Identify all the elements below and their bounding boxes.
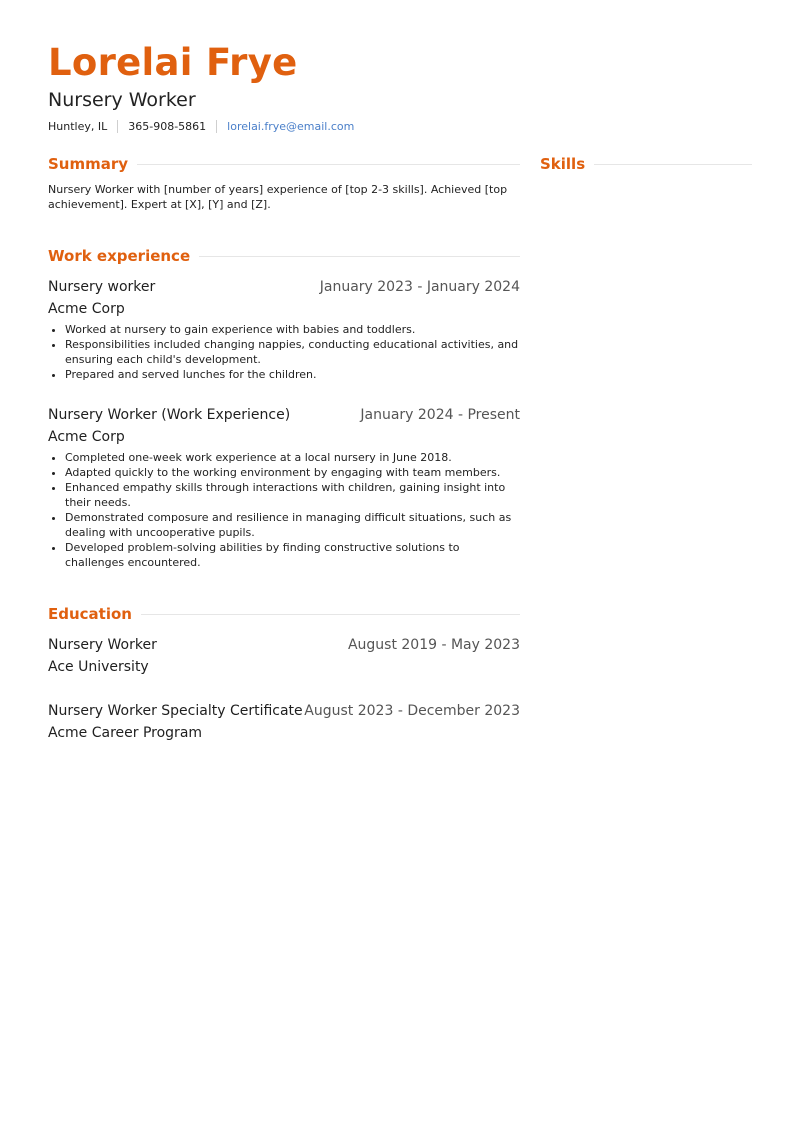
job-title: Nursery Worker (Work Experience) — [48, 407, 291, 423]
side-column — [540, 150, 752, 178]
section-divider — [137, 164, 520, 165]
job-bullet: • Enhanced empathy skills through interactions with children, gaining insight into their needs. — [65, 480, 520, 510]
section-header — [48, 600, 520, 628]
education-dates: August 2019 - May 2023 — [347, 637, 520, 653]
job-dates: January 2024 - Present — [360, 407, 520, 423]
work-experience-section — [48, 242, 520, 570]
summary-text: Nursery Worker with [number of years] experience of [top 2-3 skills]. Achieved [top achievement]. Expert at [X], [Y] and [Z]. — [48, 183, 508, 211]
school-name: Ace University — [48, 659, 149, 675]
job-entry — [48, 276, 520, 382]
contact-divider — [117, 120, 118, 133]
main-column — [48, 150, 520, 744]
education-section — [48, 600, 520, 744]
job-bullets — [48, 450, 520, 570]
degree-title: Nursery Worker Specialty Certificate — [48, 703, 303, 719]
summary-heading: Summary — [48, 155, 129, 173]
job-bullets — [48, 322, 520, 382]
section-divider — [199, 256, 520, 257]
job-company: Acme Corp — [48, 429, 125, 445]
job-title: Nursery worker — [48, 279, 156, 295]
job-entry — [48, 404, 520, 570]
education-entry — [48, 634, 520, 678]
job-bullet: • Worked at nursery to gain experience with babies and toddlers. — [65, 322, 520, 337]
job-bullet: • Completed one-week work experience at a local nursery in June 2018. — [65, 450, 520, 465]
degree-title: Nursery Worker — [48, 637, 157, 653]
job-company: Acme Corp — [48, 301, 125, 317]
job-bullet: • Developed problem-solving abilities by finding constructive solutions to challenges encountered. — [65, 540, 520, 570]
summary-section — [48, 150, 520, 212]
skills-heading: Skills — [540, 155, 586, 173]
job-bullet: • Responsibilities included changing nappies, conducting educational activities, and ensuring each child's development. — [65, 337, 520, 367]
section-header — [48, 242, 520, 270]
job-bullet: • Demonstrated composure and resilience in managing difficult situations, such as dealing with uncooperative pupils. — [65, 510, 520, 540]
candidate-name: Lorelai Frye — [48, 41, 298, 84]
work-experience-heading: Work experience — [48, 247, 191, 265]
job-bullet: • Prepared and served lunches for the children. — [65, 367, 520, 382]
education-entry — [48, 700, 520, 744]
job-dates: January 2023 - January 2024 — [319, 279, 520, 295]
education-heading: Education — [48, 605, 132, 623]
section-header — [540, 150, 752, 178]
email-link[interactable]: lorelai.frye@email.com — [227, 119, 355, 133]
job-bullet: • Adapted quickly to the working environment by engaging with team members. — [65, 465, 520, 480]
education-dates: August 2023 - December 2023 — [304, 703, 520, 719]
contact-divider — [216, 120, 217, 133]
section-divider — [594, 164, 752, 165]
section-divider — [141, 614, 520, 615]
school-name: Acme Career Program — [48, 725, 203, 741]
section-header — [48, 150, 520, 178]
location-text: Huntley, IL — [48, 119, 108, 133]
contact-line — [48, 118, 354, 134]
phone-text: 365-908-5861 — [128, 119, 207, 133]
candidate-role: Nursery Worker — [48, 89, 196, 111]
